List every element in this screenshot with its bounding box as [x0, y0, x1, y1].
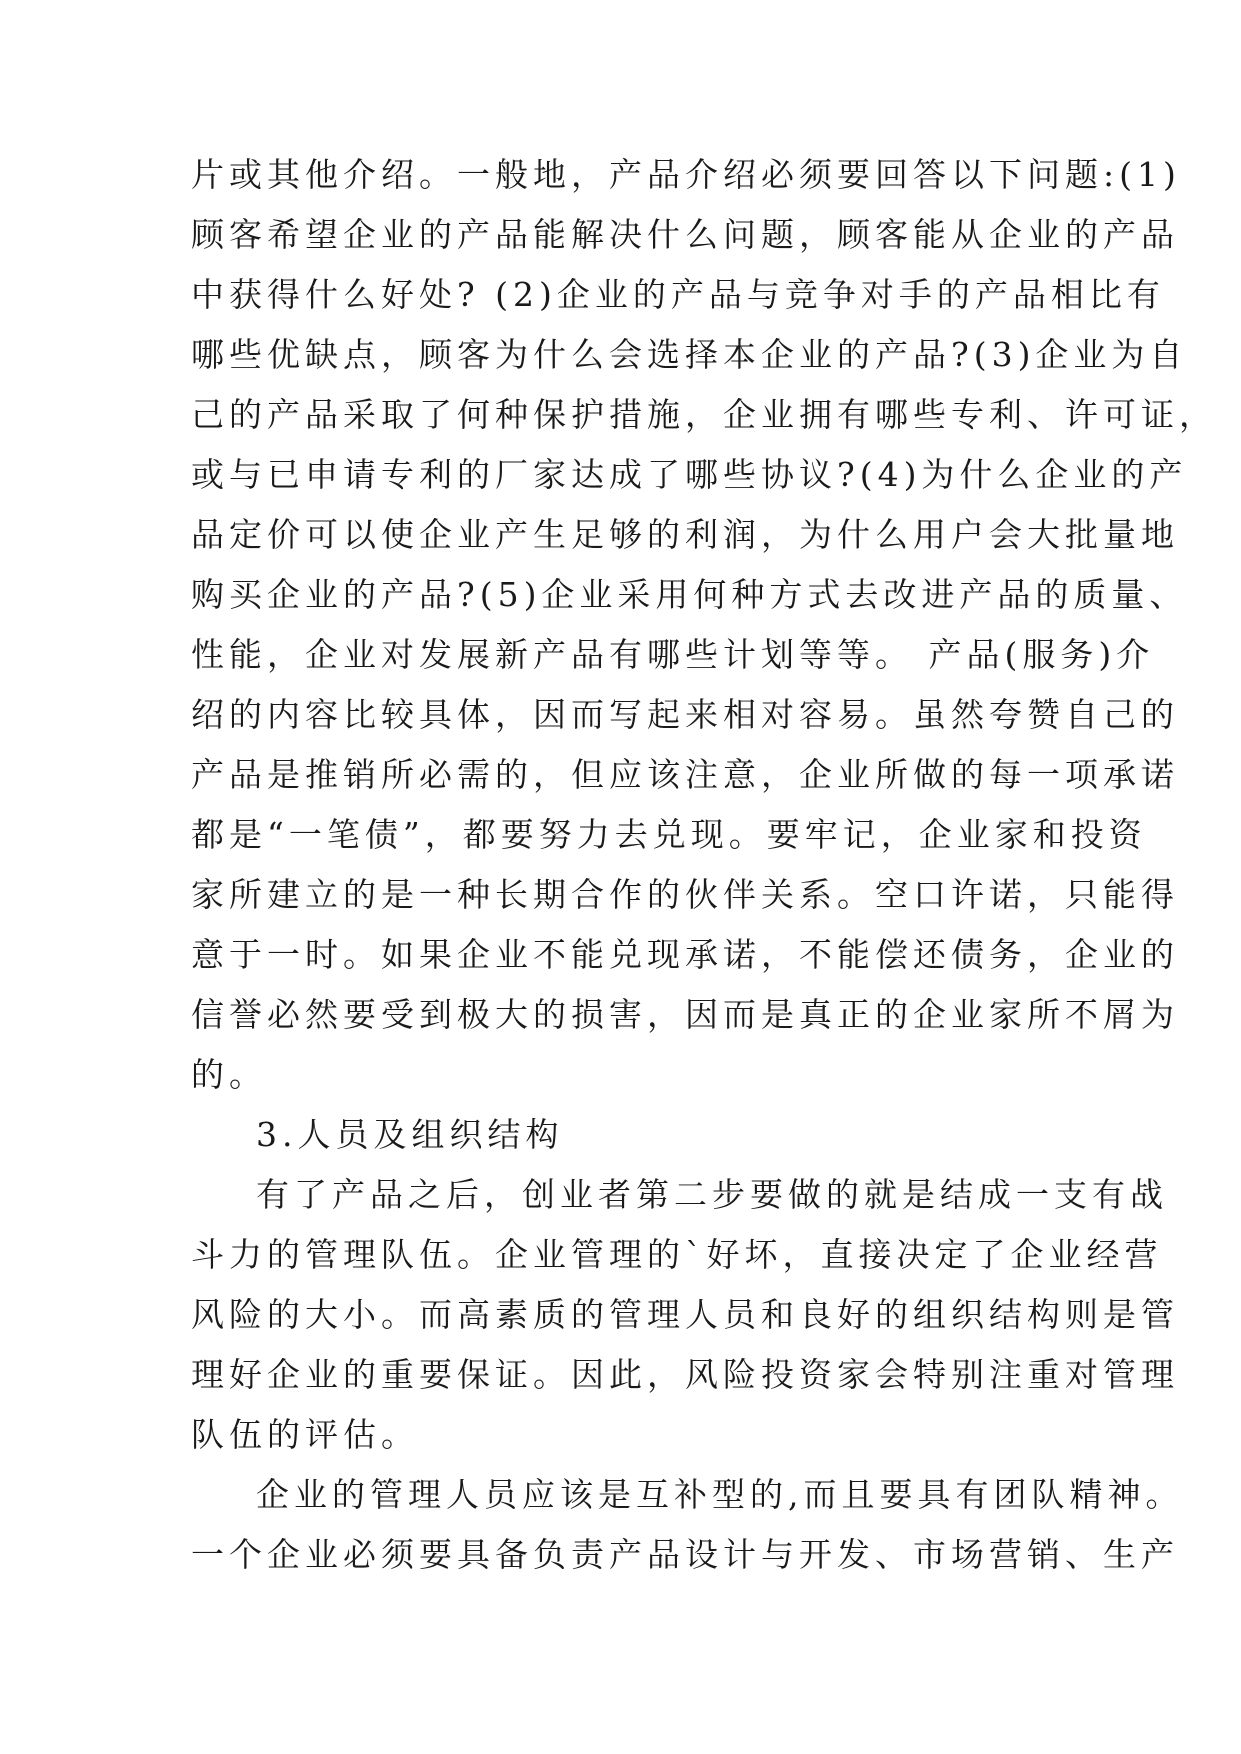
text-line: 己的产品采取了何种保护措施，企业拥有哪些专利、许可证， [191, 395, 1217, 434]
text-line: 信誉必然要受到极大的损害，因而是真正的企业家所不屑为 [191, 995, 1179, 1034]
text-line: 品定价可以使企业产生足够的利润，为什么用户会大批量地 [191, 515, 1179, 554]
text-line: 有了产品之后，创业者第二步要做的就是结成一支有战 [256, 1175, 1168, 1214]
text-line: 都是“一笔债”，都要努力去兑现。要牢记，企业家和投资 [191, 815, 1147, 854]
text-line: 购买企业的产品?(5)企业采用何种方式去改进产品的质量、 [191, 575, 1188, 614]
text-line: 意于一时。如果企业不能兑现承诺，不能偿还债务，企业的 [191, 935, 1179, 974]
text-line: 中获得什么好处? (2)企业的产品与竞争对手的产品相比有 [191, 275, 1165, 314]
text-line: 一个企业必须要具备负责产品设计与开发、市场营销、生产 [191, 1535, 1179, 1574]
section-heading: 3.人员及组织结构 [256, 1115, 564, 1154]
text-line: 的。 [191, 1055, 267, 1094]
text-line: 片或其他介绍。一般地，产品介绍必须要回答以下问题:(1) [191, 155, 1181, 194]
text-line: 斗力的管理队伍。企业管理的`好坏，直接决定了企业经营 [191, 1235, 1163, 1274]
text-line: 或与已申请专利的厂家达成了哪些协议?(4)为什么企业的产 [191, 455, 1188, 494]
text-line: 产品是推销所必需的，但应该注意，企业所做的每一项承诺 [191, 755, 1179, 794]
text-line: 顾客希望企业的产品能解决什么问题，顾客能从企业的产品 [191, 215, 1179, 254]
text-line: 队伍的评估。 [191, 1415, 419, 1454]
text-line: 绍的内容比较具体，因而写起来相对容易。虽然夸赞自己的 [191, 695, 1179, 734]
text-line: 家所建立的是一种长期合作的伙伴关系。空口许诺，只能得 [191, 875, 1179, 914]
text-line: 哪些优缺点，顾客为什么会选择本企业的产品?(3)企业为自 [191, 335, 1188, 374]
text-line: 风险的大小。而高素质的管理人员和良好的组织结构则是管 [191, 1295, 1179, 1334]
text-line: 理好企业的重要保证。因此，风险投资家会特别注重对管理 [191, 1355, 1179, 1394]
text-line: 性能，企业对发展新产品有哪些计划等等。 产品(服务)介 [191, 635, 1155, 674]
text-line: 企业的管理人员应该是互补型的,而且要具有团队精神。 [256, 1475, 1184, 1514]
